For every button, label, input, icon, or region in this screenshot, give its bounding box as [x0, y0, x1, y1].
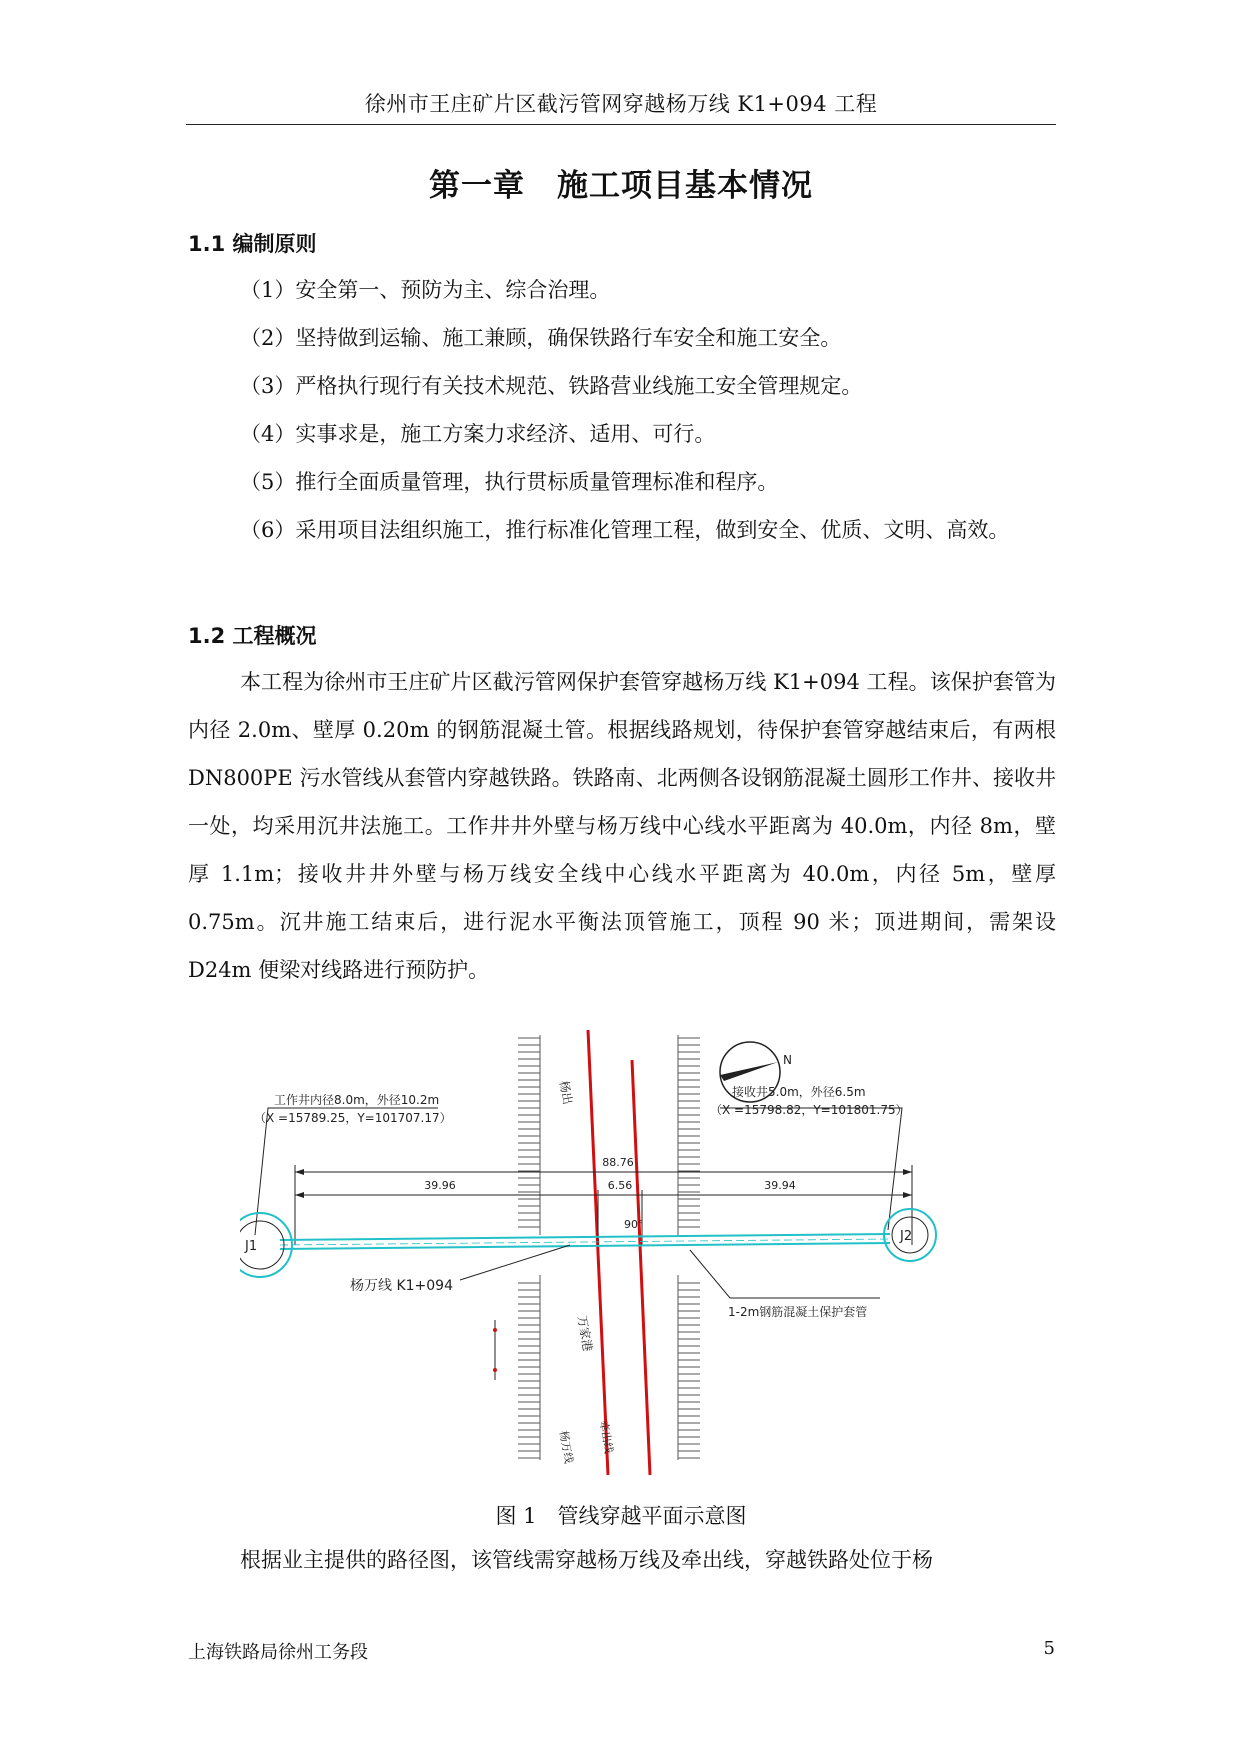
principle-item-5: （5）推行全面质量管理，执行贯标质量管理标准和程序。 — [240, 470, 779, 494]
work-well-j1 — [240, 1213, 292, 1277]
svg-text:90°: 90° — [624, 1218, 644, 1231]
svg-text:1-2m钢筋混凝土保护套管: 1-2m钢筋混凝土保护套管 — [728, 1305, 868, 1319]
svg-text:杨万线: 杨万线 — [556, 1429, 576, 1465]
svg-text:接收井5.0m，外径6.5m: 接收井5.0m，外径6.5m — [732, 1085, 866, 1099]
principle-item-2: （2）坚持做到运输、施工兼顾，确保铁路行车安全和施工安全。 — [240, 326, 842, 350]
svg-text:杨万线 K1+094: 杨万线 K1+094 — [350, 1278, 453, 1294]
svg-text:（X =15789.25，Y=101707.17）: （X =15789.25，Y=101707.17） — [254, 1111, 452, 1125]
svg-text:39.94: 39.94 — [764, 1179, 796, 1192]
principle-item-6: （6）采用项目法组织施工，推行标准化管理工程，做到安全、优质、文明、高效。 — [240, 518, 1010, 542]
principle-item-3: （3）严格执行现行有关技术规范、铁路营业线施工安全管理规定。 — [240, 374, 863, 398]
overview-paragraph: 本工程为徐州市王庄矿片区截污管网保护套管穿越杨万线 K1+094 工程。该保护套管为内径 2.0m、壁厚 0.20m 的钢筋混凝土管。根据线路规划，待保护套管穿越结束后，有两根 DN800PE 污水管线从套管内穿越铁路。铁路南、北两侧各设钢筋混凝土圆形工作井、接收井一处，均采用沉井法施工。工作井井外壁与杨万线中心线水平距离为 40.0m，内径 8m，壁厚 1.1m；接收井井外壁与杨万线安全线中心线水平距离为 40.0m，内径 5m，壁厚 0.75m。沉井施工结束后，进行泥水平衡法顶管施工，顶程 90 米；顶进期间，需架设 D24m 便梁对线路进行预防护。 — [188, 670, 1056, 982]
header-rule — [186, 124, 1056, 125]
footer-organization: 上海铁路局徐州工务段 — [188, 1642, 368, 1663]
rail-line-qianchu — [632, 1060, 650, 1475]
section-2-title: 1.2 工程概况 — [188, 624, 317, 648]
svg-text:工作井内径8.0m，外径10.2m: 工作井内径8.0m，外径10.2m — [274, 1093, 440, 1107]
svg-text:牵出线: 牵出线 — [596, 1419, 616, 1455]
svg-text:J2: J2 — [900, 1229, 913, 1244]
casing-pipe — [280, 1234, 890, 1240]
page-header: 徐州市王庄矿片区截污管网穿越杨万线 K1+094 工程 — [364, 92, 878, 116]
figure-caption: 图 1 管线穿越平面示意图 — [495, 1504, 747, 1528]
section-1-title: 1.1 编制原则 — [188, 232, 317, 256]
svg-text:N: N — [783, 1053, 792, 1067]
svg-text:杨出: 杨出 — [556, 1079, 575, 1106]
chapter-title: 第一章 施工项目基本情况 — [429, 168, 813, 204]
svg-text:（X =15798.82，Y=101801.75）: （X =15798.82，Y=101801.75） — [710, 1103, 908, 1117]
svg-text:6.56: 6.56 — [607, 1179, 633, 1192]
pipeline-crossing-plan-figure — [240, 1020, 1000, 1480]
svg-text:88.76: 88.76 — [602, 1156, 634, 1169]
receive-well-j2 — [884, 1209, 936, 1261]
svg-text:39.96: 39.96 — [424, 1179, 456, 1192]
page-number: 5 — [1043, 1638, 1055, 1659]
svg-text:万家港: 万家港 — [574, 1314, 595, 1353]
svg-text:J1: J1 — [245, 1239, 258, 1254]
rail-line-yangwan — [588, 1030, 608, 1475]
continuation-text: 根据业主提供的路径图，该管线需穿越杨万线及牵出线，穿越铁路处位于杨 — [240, 1548, 933, 1572]
principle-item-1: （1）安全第一、预防为主、综合治理。 — [240, 278, 611, 302]
principle-item-4: （4）实事求是，施工方案力求经济、适用、可行。 — [240, 422, 716, 446]
